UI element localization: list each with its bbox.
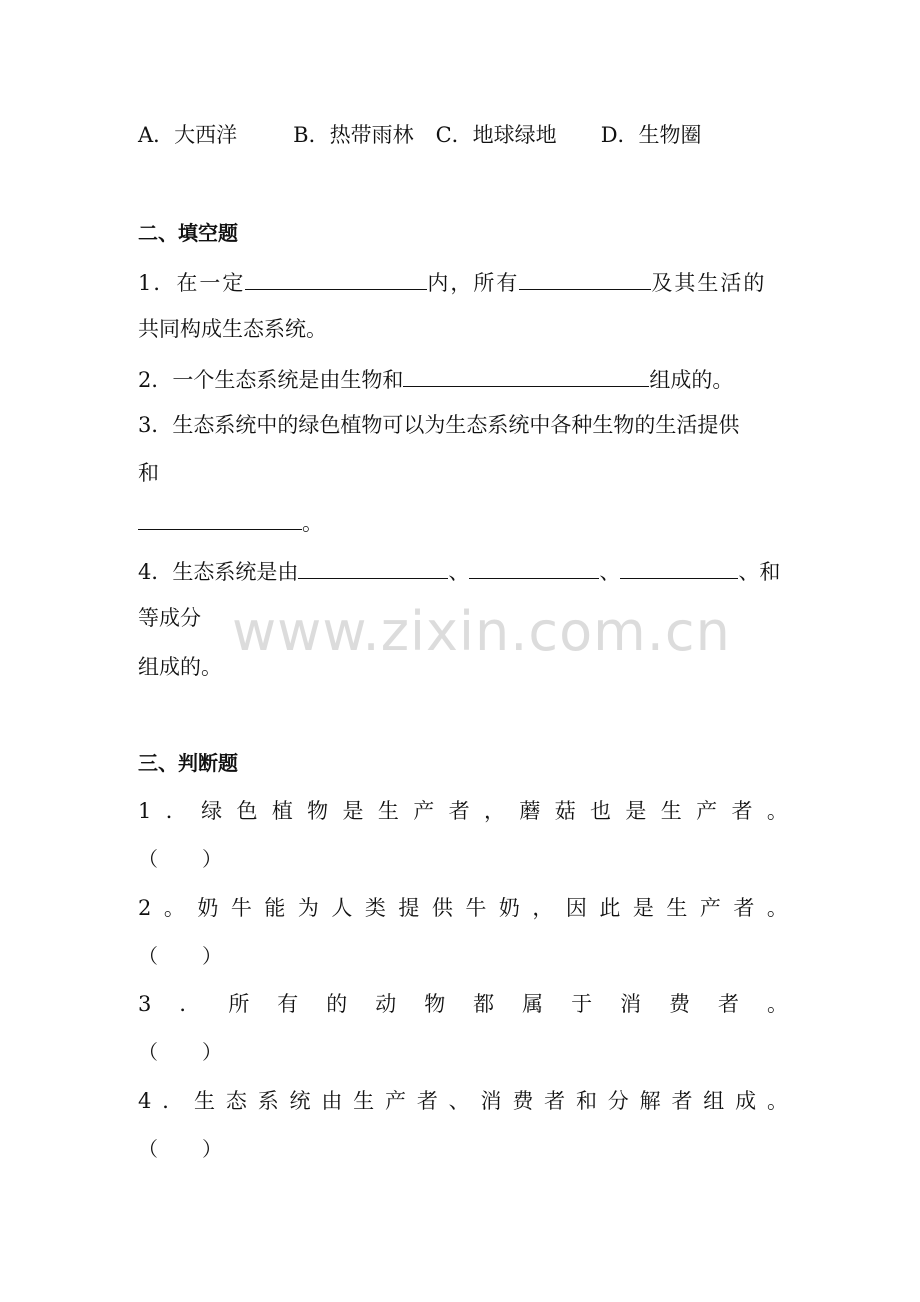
question-char: 。	[766, 1089, 788, 1113]
tf-question-3	[138, 990, 790, 1018]
question-char: 也	[590, 799, 612, 823]
tf-answer-4	[138, 1135, 790, 1163]
question-char: ．	[165, 799, 187, 823]
question-char: 生	[666, 896, 688, 920]
question-char: 属	[522, 992, 544, 1016]
question-char: 有	[277, 992, 299, 1016]
question-char: 的	[326, 992, 348, 1016]
question-char: 消	[620, 992, 642, 1016]
question-char: 菇	[554, 799, 576, 823]
q4-sep-1: 、	[448, 560, 470, 584]
question-char: 者	[718, 992, 739, 1016]
question-char: 产	[385, 1089, 406, 1113]
question-char: 因	[565, 896, 587, 920]
question-char: 能	[264, 896, 286, 920]
question-char: 消	[480, 1089, 502, 1113]
question-char: 者	[731, 799, 753, 823]
question-char: 都	[473, 992, 495, 1016]
question-char: 。	[766, 896, 788, 920]
fill-question-4-cont: 等成分	[138, 606, 201, 630]
question-char: 由	[321, 1089, 343, 1113]
paren-open: （	[138, 1040, 158, 1064]
tf-question-1	[138, 797, 790, 825]
question-char: 者	[448, 799, 470, 823]
question-char: 。	[163, 896, 185, 920]
option-b: B．热带雨林	[293, 123, 414, 147]
question-char: 解	[639, 1089, 661, 1113]
question-char: 类	[364, 896, 386, 920]
question-char: 分	[607, 1089, 629, 1113]
question-char: 。	[766, 799, 788, 823]
section-heading-true-false: 三、判断题	[138, 751, 238, 775]
paren-open: （	[138, 847, 158, 871]
question-char: 。	[766, 992, 788, 1016]
question-char: ．	[162, 1089, 184, 1113]
question-char: 成	[735, 1089, 757, 1113]
question-char: 3	[138, 992, 152, 1016]
question-char: 者	[733, 896, 755, 920]
q2-blank	[403, 364, 649, 387]
question-char: 是	[342, 799, 364, 823]
question-char: 人	[331, 896, 353, 920]
option-c: C．地球绿地	[435, 123, 557, 147]
question-char: 生	[353, 1089, 375, 1113]
q4-text-a: 4．生态系统是由	[138, 560, 299, 584]
fill-question-1	[138, 267, 790, 297]
q4-sep-2: 、	[599, 560, 621, 584]
question-char: 动	[375, 992, 397, 1016]
tf-question-4-text	[138, 1087, 788, 1115]
question-char: 、	[448, 1089, 470, 1113]
question-char: 是	[625, 799, 647, 823]
question-char: 物	[307, 799, 329, 823]
paren-close: ）	[202, 1137, 222, 1161]
question-char: 费	[512, 1089, 534, 1113]
fill-question-3-cont: 和	[138, 461, 159, 485]
q3-end: 。	[302, 511, 323, 535]
question-char: 态	[225, 1089, 247, 1113]
q4-blank-3	[620, 556, 738, 579]
paren-close: ）	[202, 847, 222, 871]
tf-question-2	[138, 894, 790, 922]
question-char: 于	[571, 992, 593, 1016]
question-char: 4	[138, 1089, 152, 1113]
paren-open: （	[138, 1137, 158, 1161]
question-char: 产	[696, 799, 718, 823]
question-char: 牛	[465, 896, 487, 920]
question-char: 和	[575, 1089, 597, 1113]
paren-open: （	[138, 944, 158, 968]
choice-options	[138, 121, 790, 149]
question-char: 生	[377, 799, 399, 823]
question-char: 统	[289, 1089, 311, 1113]
option-a: A．大西洋	[138, 123, 238, 147]
question-char: ，	[483, 799, 505, 823]
tf-answer-3	[138, 1038, 790, 1066]
watermark: www.zixin.com.cn	[232, 600, 731, 663]
fill-question-3: 3．生态系统中的绿色植物可以为生态系统中各种生物的生活提供	[138, 413, 740, 437]
q1-blank-2	[519, 267, 651, 290]
q1-text-b: 内，所有	[427, 271, 520, 295]
question-char: 费	[669, 992, 691, 1016]
fill-question-1-cont: 共同构成生态系统。	[138, 317, 327, 341]
question-char: 奶	[197, 896, 219, 920]
question-char: 绿	[201, 799, 223, 823]
question-char: 牛	[230, 896, 252, 920]
question-char: 2	[138, 896, 152, 920]
question-char: ，	[532, 896, 554, 920]
fill-question-4-end: 组成的。	[138, 655, 222, 679]
question-char: 产	[413, 799, 435, 823]
question-char: 者	[416, 1089, 438, 1113]
option-d: D．生物圈	[600, 123, 702, 147]
question-char: 系	[257, 1089, 279, 1113]
question-char: 植	[271, 799, 293, 823]
question-char: 1	[138, 799, 152, 823]
question-char: 提	[398, 896, 420, 920]
question-char: 者	[544, 1089, 566, 1113]
fill-question-2	[138, 364, 790, 394]
q1-text-a: 1．在一定	[138, 271, 246, 295]
tf-question-3-text	[138, 990, 788, 1018]
question-char: 所	[228, 992, 250, 1016]
q2-text-a: 2．一个生态系统是由生物和	[138, 368, 404, 392]
question-char: ．	[179, 992, 201, 1016]
question-char: 色	[236, 799, 258, 823]
fill-question-4	[138, 556, 790, 586]
fill-question-3-blank-line	[138, 507, 790, 537]
question-char: 供	[431, 896, 453, 920]
question-char: 为	[297, 896, 319, 920]
q4-blank-2	[469, 556, 599, 579]
q2-text-b: 组成的。	[649, 368, 734, 392]
question-char: 者	[671, 1089, 693, 1113]
tf-question-1-text	[138, 797, 788, 825]
tf-question-4	[138, 1087, 790, 1115]
question-char: 此	[599, 896, 621, 920]
q1-blank-1	[245, 267, 427, 290]
tf-answer-2	[138, 942, 790, 970]
q4-blank-1	[298, 556, 448, 579]
question-char: 奶	[498, 896, 520, 920]
paren-close: ）	[202, 944, 222, 968]
question-char: 物	[424, 992, 446, 1016]
question-char: 蘑	[519, 799, 541, 823]
q1-text-c: 及其生活的	[651, 271, 767, 295]
question-char: 生	[194, 1089, 216, 1113]
section-heading-fill-in: 二、填空题	[138, 221, 238, 245]
tf-question-2-text	[138, 894, 788, 922]
question-char: 是	[632, 896, 654, 920]
question-char: 组	[703, 1089, 725, 1113]
tf-answer-1	[138, 845, 790, 873]
question-char: 生	[660, 799, 682, 823]
q3-blank	[138, 507, 302, 530]
question-char: 产	[699, 896, 721, 920]
paren-close: ）	[202, 1040, 222, 1064]
q4-sep-3: 、和	[738, 560, 781, 584]
